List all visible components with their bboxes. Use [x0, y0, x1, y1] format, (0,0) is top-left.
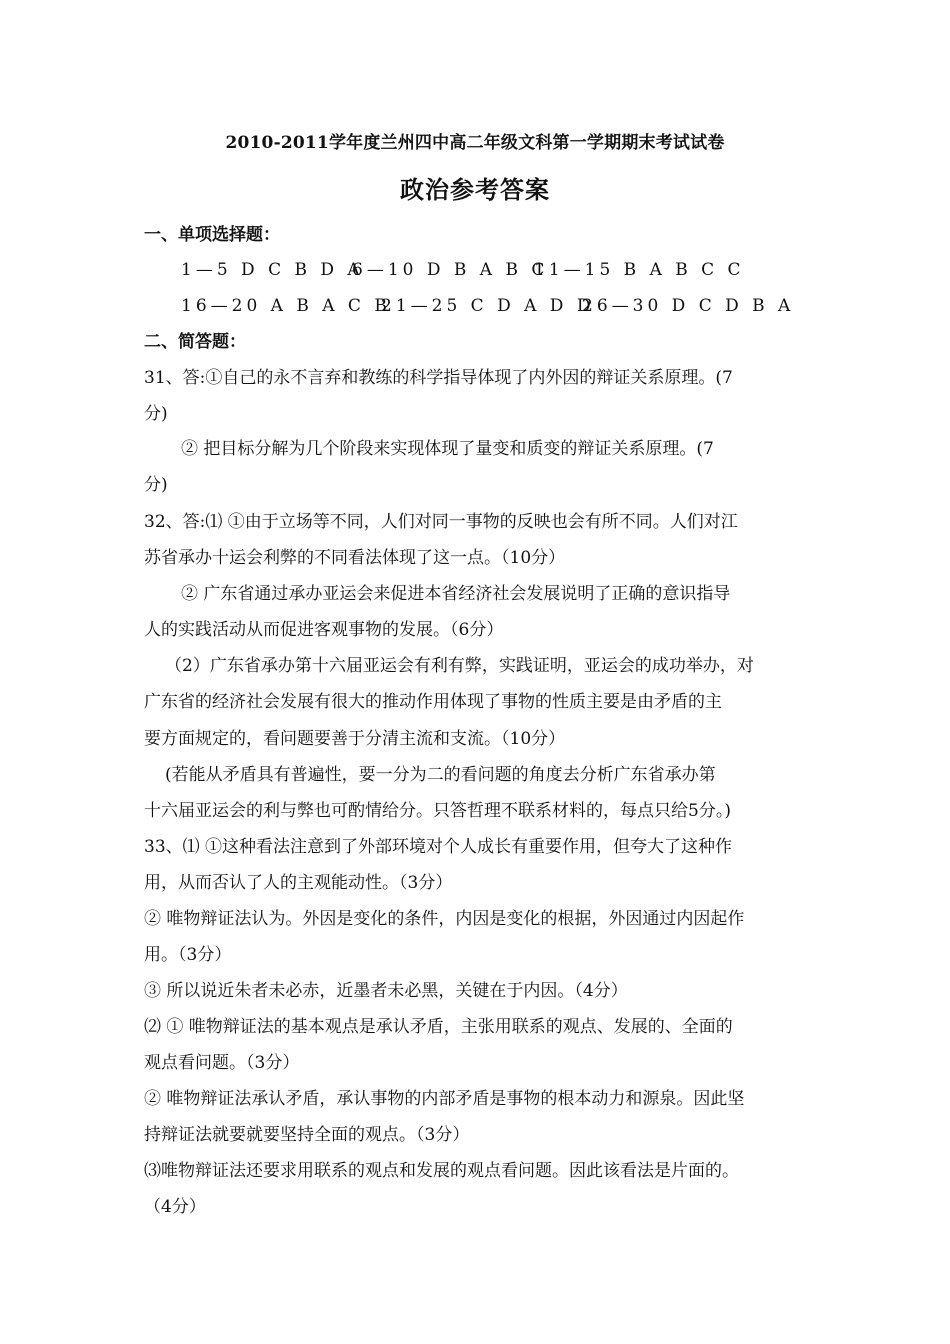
answer-line: 分) [144, 475, 168, 495]
answer-line: ② 广东省通过承办亚运会来促进本省经济社会发展说明了正确的意识指导 [181, 584, 731, 604]
answer-line: 33、⑴ ①这种看法注意到了外部环境对个人成长有重要作用，但夸大了这种作 [144, 837, 733, 857]
answer-line: ② 唯物辩证法认为。外因是变化的条件，内因是变化的根据，外因通过内因起作 [144, 909, 745, 929]
section-heading-short-answer: 二、简答题： [144, 332, 246, 352]
answer-line: （2）广东省承办第十六届亚运会有利有弊，实践证明，亚运会的成功举办，对 [165, 656, 754, 676]
answer-group: 6—10 D B A B C [352, 260, 549, 280]
answer-line: 持辩证法就要就要坚持全面的观点。（3分） [144, 1125, 470, 1145]
choice-answers-row [181, 294, 814, 318]
answer-line: 十六届亚运会的利与弊也可酌情给分。只答哲理不联系材料的，每点只给5分。) [144, 801, 731, 821]
answer-line: ② 唯物辩证法承认矛盾，承认事物的内部矛盾是事物的根本动力和源泉。因此坚 [144, 1089, 745, 1109]
section-heading-multiple-choice: 一、单项选择题： [144, 225, 280, 245]
answer-line: 分) [144, 404, 168, 424]
answer-line: （4分） [144, 1197, 206, 1217]
choice-answers-row [181, 258, 814, 282]
answer-line: ② 把目标分解为几个阶段来实现体现了量变和质变的辩证关系原理。(7 [181, 439, 714, 459]
answer-group: 1—5 D C B D A [181, 260, 364, 280]
answer-line: 苏省承办十运会利弊的不同看法体现了这一点。（10分） [144, 548, 566, 568]
answer-group: 26—30 D C D B A [582, 296, 795, 316]
answer-line: 广东省的经济社会发展有很大的推动作用体现了事物的性质主要是由矛盾的主 [144, 692, 722, 712]
answer-group: 21—25 C D A D D [381, 296, 595, 316]
answer-key-title: 政治参考答案 [400, 175, 550, 204]
answer-line: 31、答:①自己的永不言弃和教练的科学指导体现了内外因的辩证关系原理。(7 [144, 368, 733, 388]
answer-line: 人的实践活动从而促进客观事物的发展。（6分） [144, 620, 504, 640]
exam-title: 2010-2011学年度兰州四中高二年级文科第一学期期末考试试卷 [225, 133, 725, 153]
answer-line: 用，从而否认了人的主观能动性。（3分） [144, 873, 453, 893]
answer-line: ⑵ ① 唯物辩证法的基本观点是承认矛盾，主张用联系的观点、发展的、全面的 [144, 1017, 733, 1037]
answer-line: 用。（3分） [144, 945, 232, 965]
answer-line: 要方面规定的，看问题要善于分清主流和支流。（10分） [144, 729, 566, 749]
answer-line: (若能从矛盾具有普遍性，要一分为二的看问题的角度去分析广东省承办第 [165, 765, 716, 785]
answer-line: ⑶唯物辩证法还要求用联系的观点和发展的观点看问题。因此该看法是片面的。 [144, 1161, 739, 1181]
answer-line: 观点看问题。（3分） [144, 1053, 300, 1073]
answer-group: 16—20 A B A C B [181, 296, 391, 316]
answer-group: 11—15 B A B C C [534, 260, 745, 280]
answer-line: 32、答:⑴ ①由于立场等不同，人们对同一事物的反映也会有所不同。人们对江 [144, 512, 738, 532]
answer-line: ③ 所以说近朱者未必赤，近墨者未必黑，关键在于内因。（4分） [144, 981, 628, 1001]
